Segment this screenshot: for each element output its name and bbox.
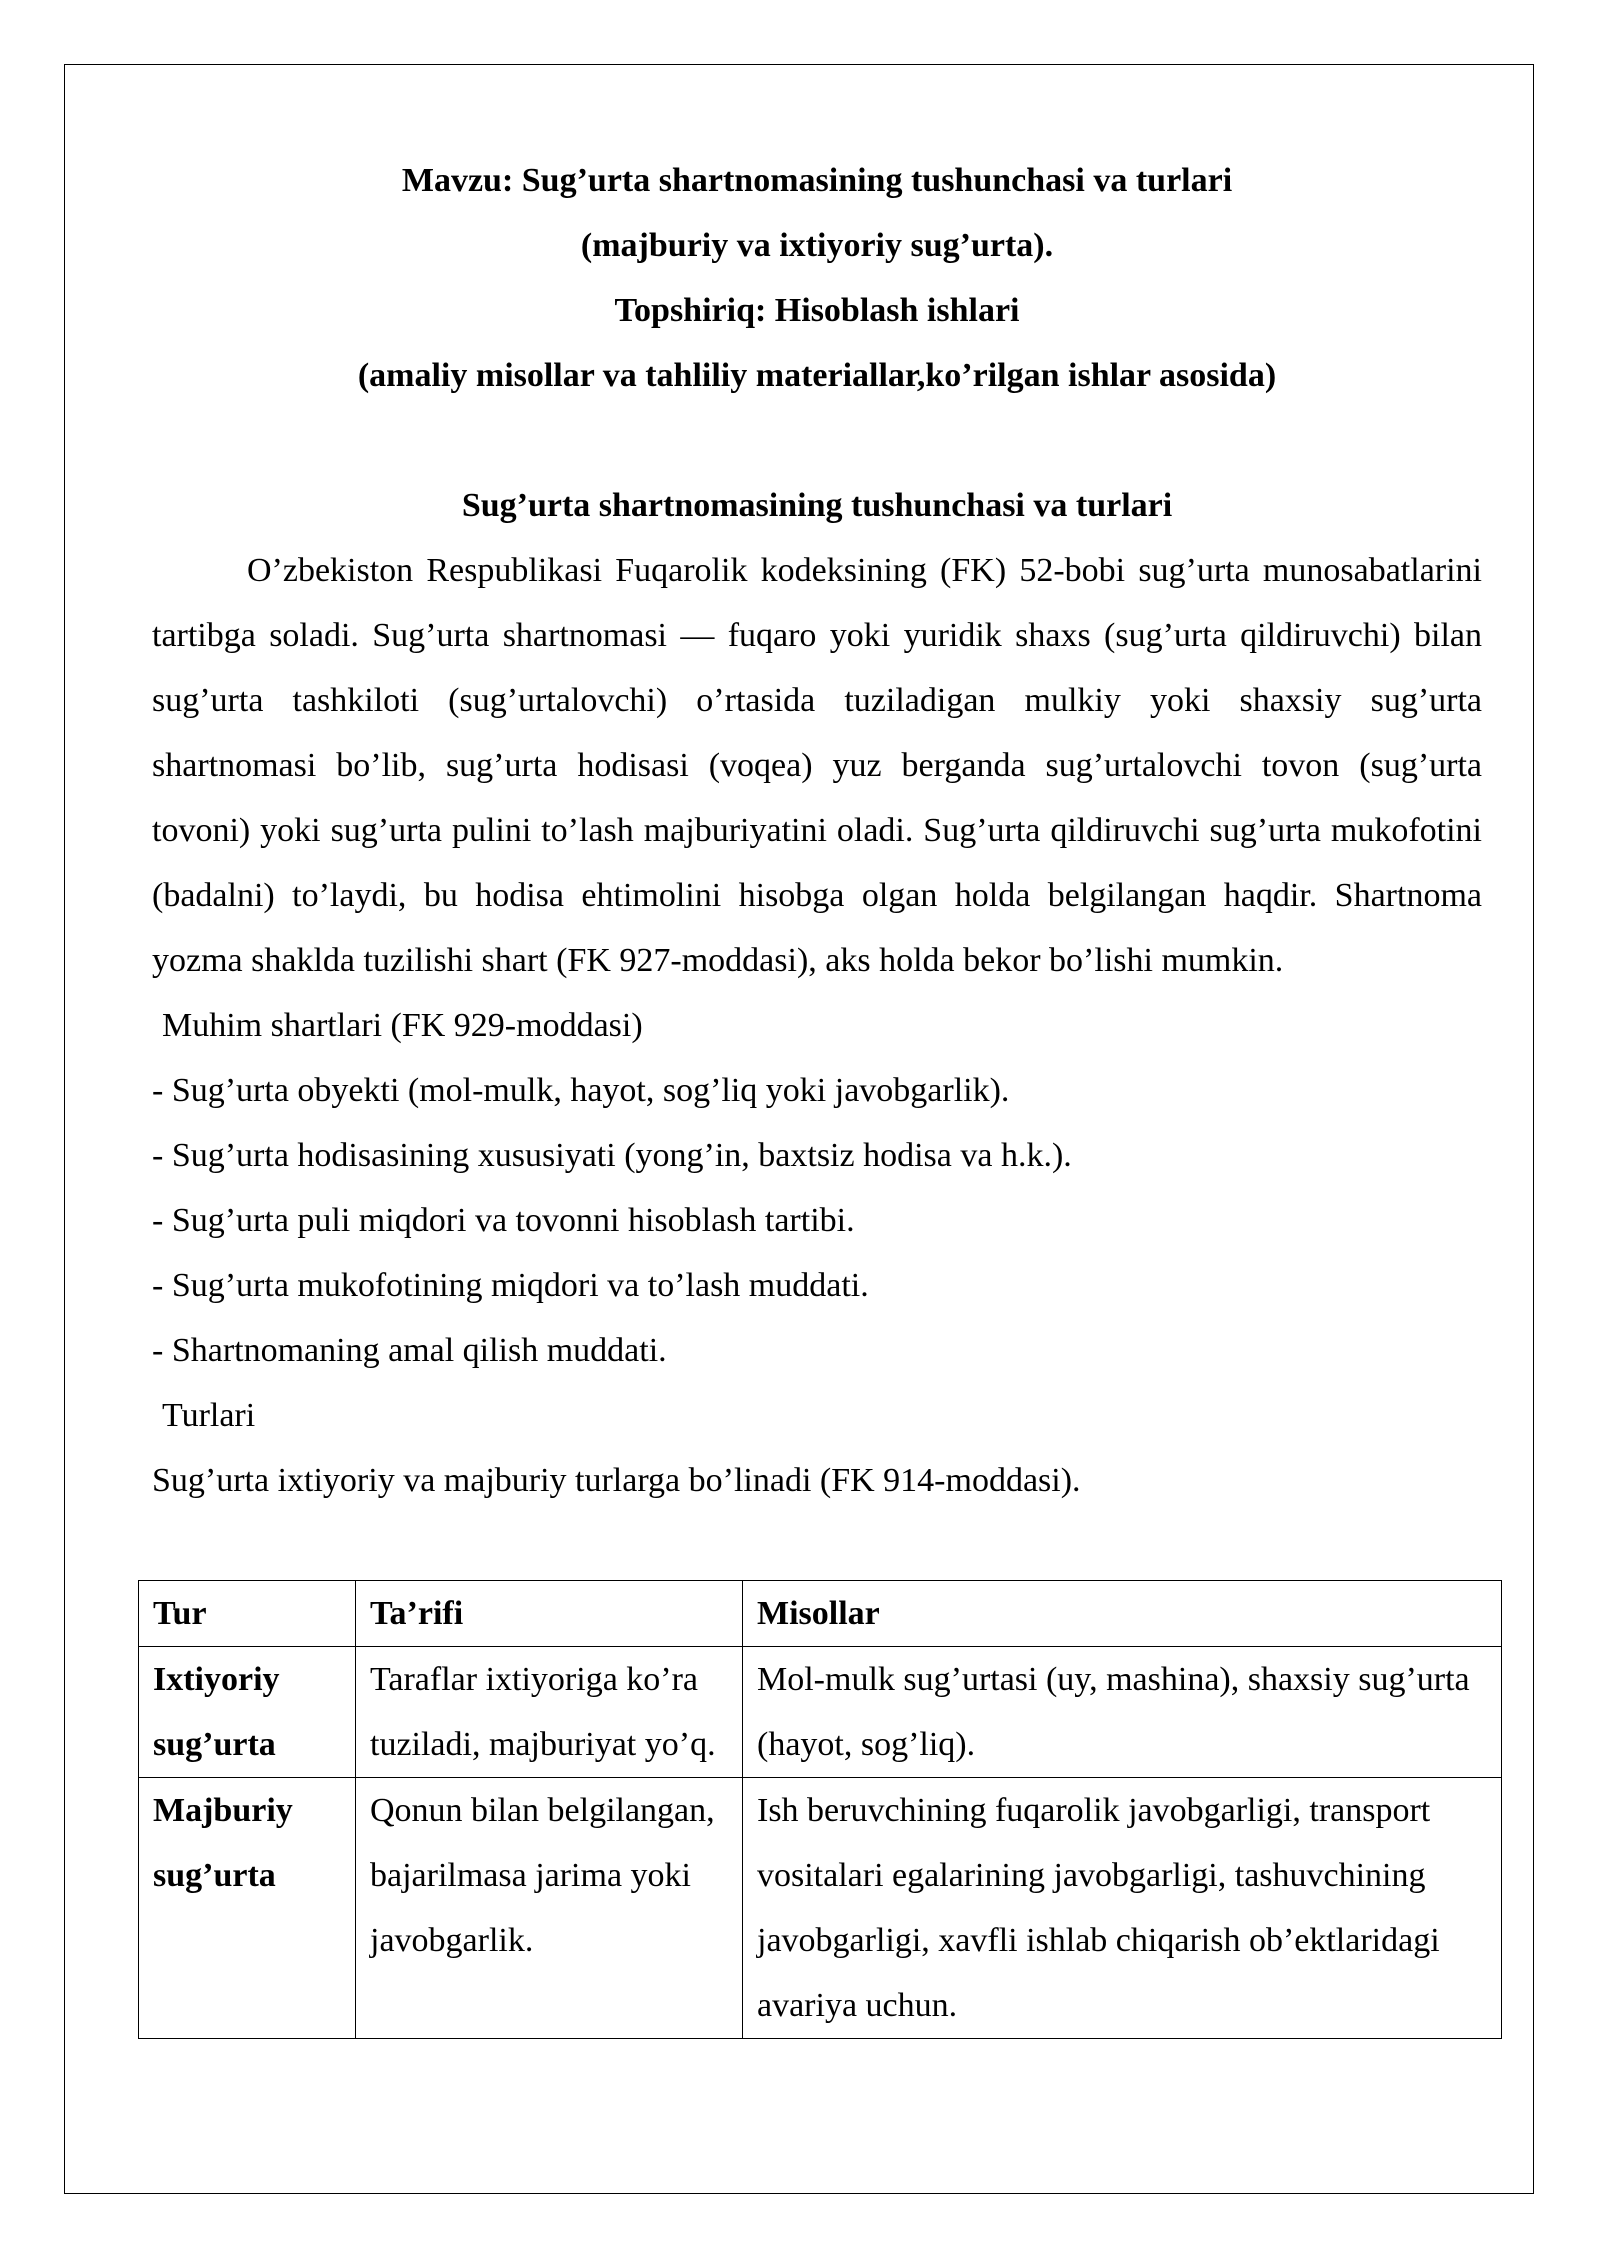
blank-line (152, 408, 1482, 473)
terms-title: Muhim shartlari (FK 929-moddasi) (162, 1007, 643, 1044)
table-header-row (139, 1581, 1502, 1647)
term-item: - Sug’urta mukofotining miqdori va to’lash muddati. (152, 1267, 869, 1304)
table-header-definition: Ta’rifi (356, 1581, 743, 1647)
table-header-type: Tur (139, 1581, 356, 1647)
document-title-block (152, 148, 1482, 408)
table-cell-type: Ixtiyoriy sug’urta (139, 1647, 356, 1778)
term-item: - Sug’urta puli miqdori va tovonni hisoblash tartibi. (152, 1202, 855, 1239)
term-item: - Shartnomaning amal qilish muddati. (152, 1332, 667, 1369)
title-line-task: Topshiriq: Hisoblash ishlari (614, 292, 1020, 329)
title-line-topic: Mavzu: Sug’urta shartnomasining tushunchasi va turlari (401, 162, 1233, 199)
table-cell-examples: Mol-mulk sug’urtasi (uy, mashina), shaxsiy sug’urta (hayot, sog’liq). (743, 1647, 1502, 1778)
table-row (139, 1778, 1502, 2039)
table-row (139, 1647, 1502, 1778)
table-cell-type: Majburiy sug’urta (139, 1778, 356, 2039)
table-cell-definition: Taraflar ixtiyoriga ko’ra tuziladi, majburiyat yo’q. (356, 1647, 743, 1778)
term-item: - Sug’urta obyekti (mol-mulk, hayot, sog’liq yoki javobgarlik). (152, 1072, 1010, 1109)
table-header-examples: Misollar (743, 1581, 1502, 1647)
term-item: - Sug’urta hodisasining xususiyati (yong’in, baxtsiz hodisa va h.k.). (152, 1137, 1072, 1174)
title-line-note: (amaliy misollar va tahliliy materiallar,ko’rilgan ishlar asosida) (357, 357, 1277, 394)
types-title: Turlari (162, 1397, 256, 1434)
title-line-subtitle: (majburiy va ixtiyoriy sug’urta). (580, 227, 1054, 264)
insurance-types-table (138, 1580, 1502, 2039)
section-heading: Sug’urta shartnomasining tushunchasi va turlari (461, 487, 1173, 524)
table-cell-definition: Qonun bilan belgilangan, bajarilmasa jarima yoki javobgarlik. (356, 1778, 743, 2039)
intro-paragraph: O’zbekiston Respublikasi Fuqarolik kodeksining (FK) 52-bobi sug’urta munosabatlarini tartibga soladi. Sug’urta shartnomasi — fuqaro yoki yuridik shaxs (sug’urta qildiruvchi) bilan sug’urta tashkiloti (sug’urtalovchi) o’rtasida tuziladigan mulkiy yoki shaxsiy sug’urta shartnomasi bo’lib, sug’urta hodisasi (voqea) yuz berganda sug’urtalovchi tovon (sug’urta tovoni) yoki sug’urta pulini to’lash majburiyatini oladi. Sug’urta qildiruvchi sug’urta mukofotini (badalni) to’laydi, bu hodisa ehtimolini hisobga olgan holda belgilangan haqdir. Shartnoma yozma shaklda tuzilishi shart (FK 927-moddasi), aks holda bekor bo’lishi mumkin. (152, 552, 1482, 979)
types-intro: Sug’urta ixtiyoriy va majburiy turlarga bo’linadi (FK 914-moddasi). (152, 1462, 1081, 1499)
table-cell-examples: Ish beruvchining fuqarolik javobgarligi, transport vositalari egalarining javobgarligi, tashuvchining javobgarligi, xavfli ishlab chiqarish ob’ektlaridagi avariya uchun. (743, 1778, 1502, 2039)
document-body (152, 148, 1482, 1513)
